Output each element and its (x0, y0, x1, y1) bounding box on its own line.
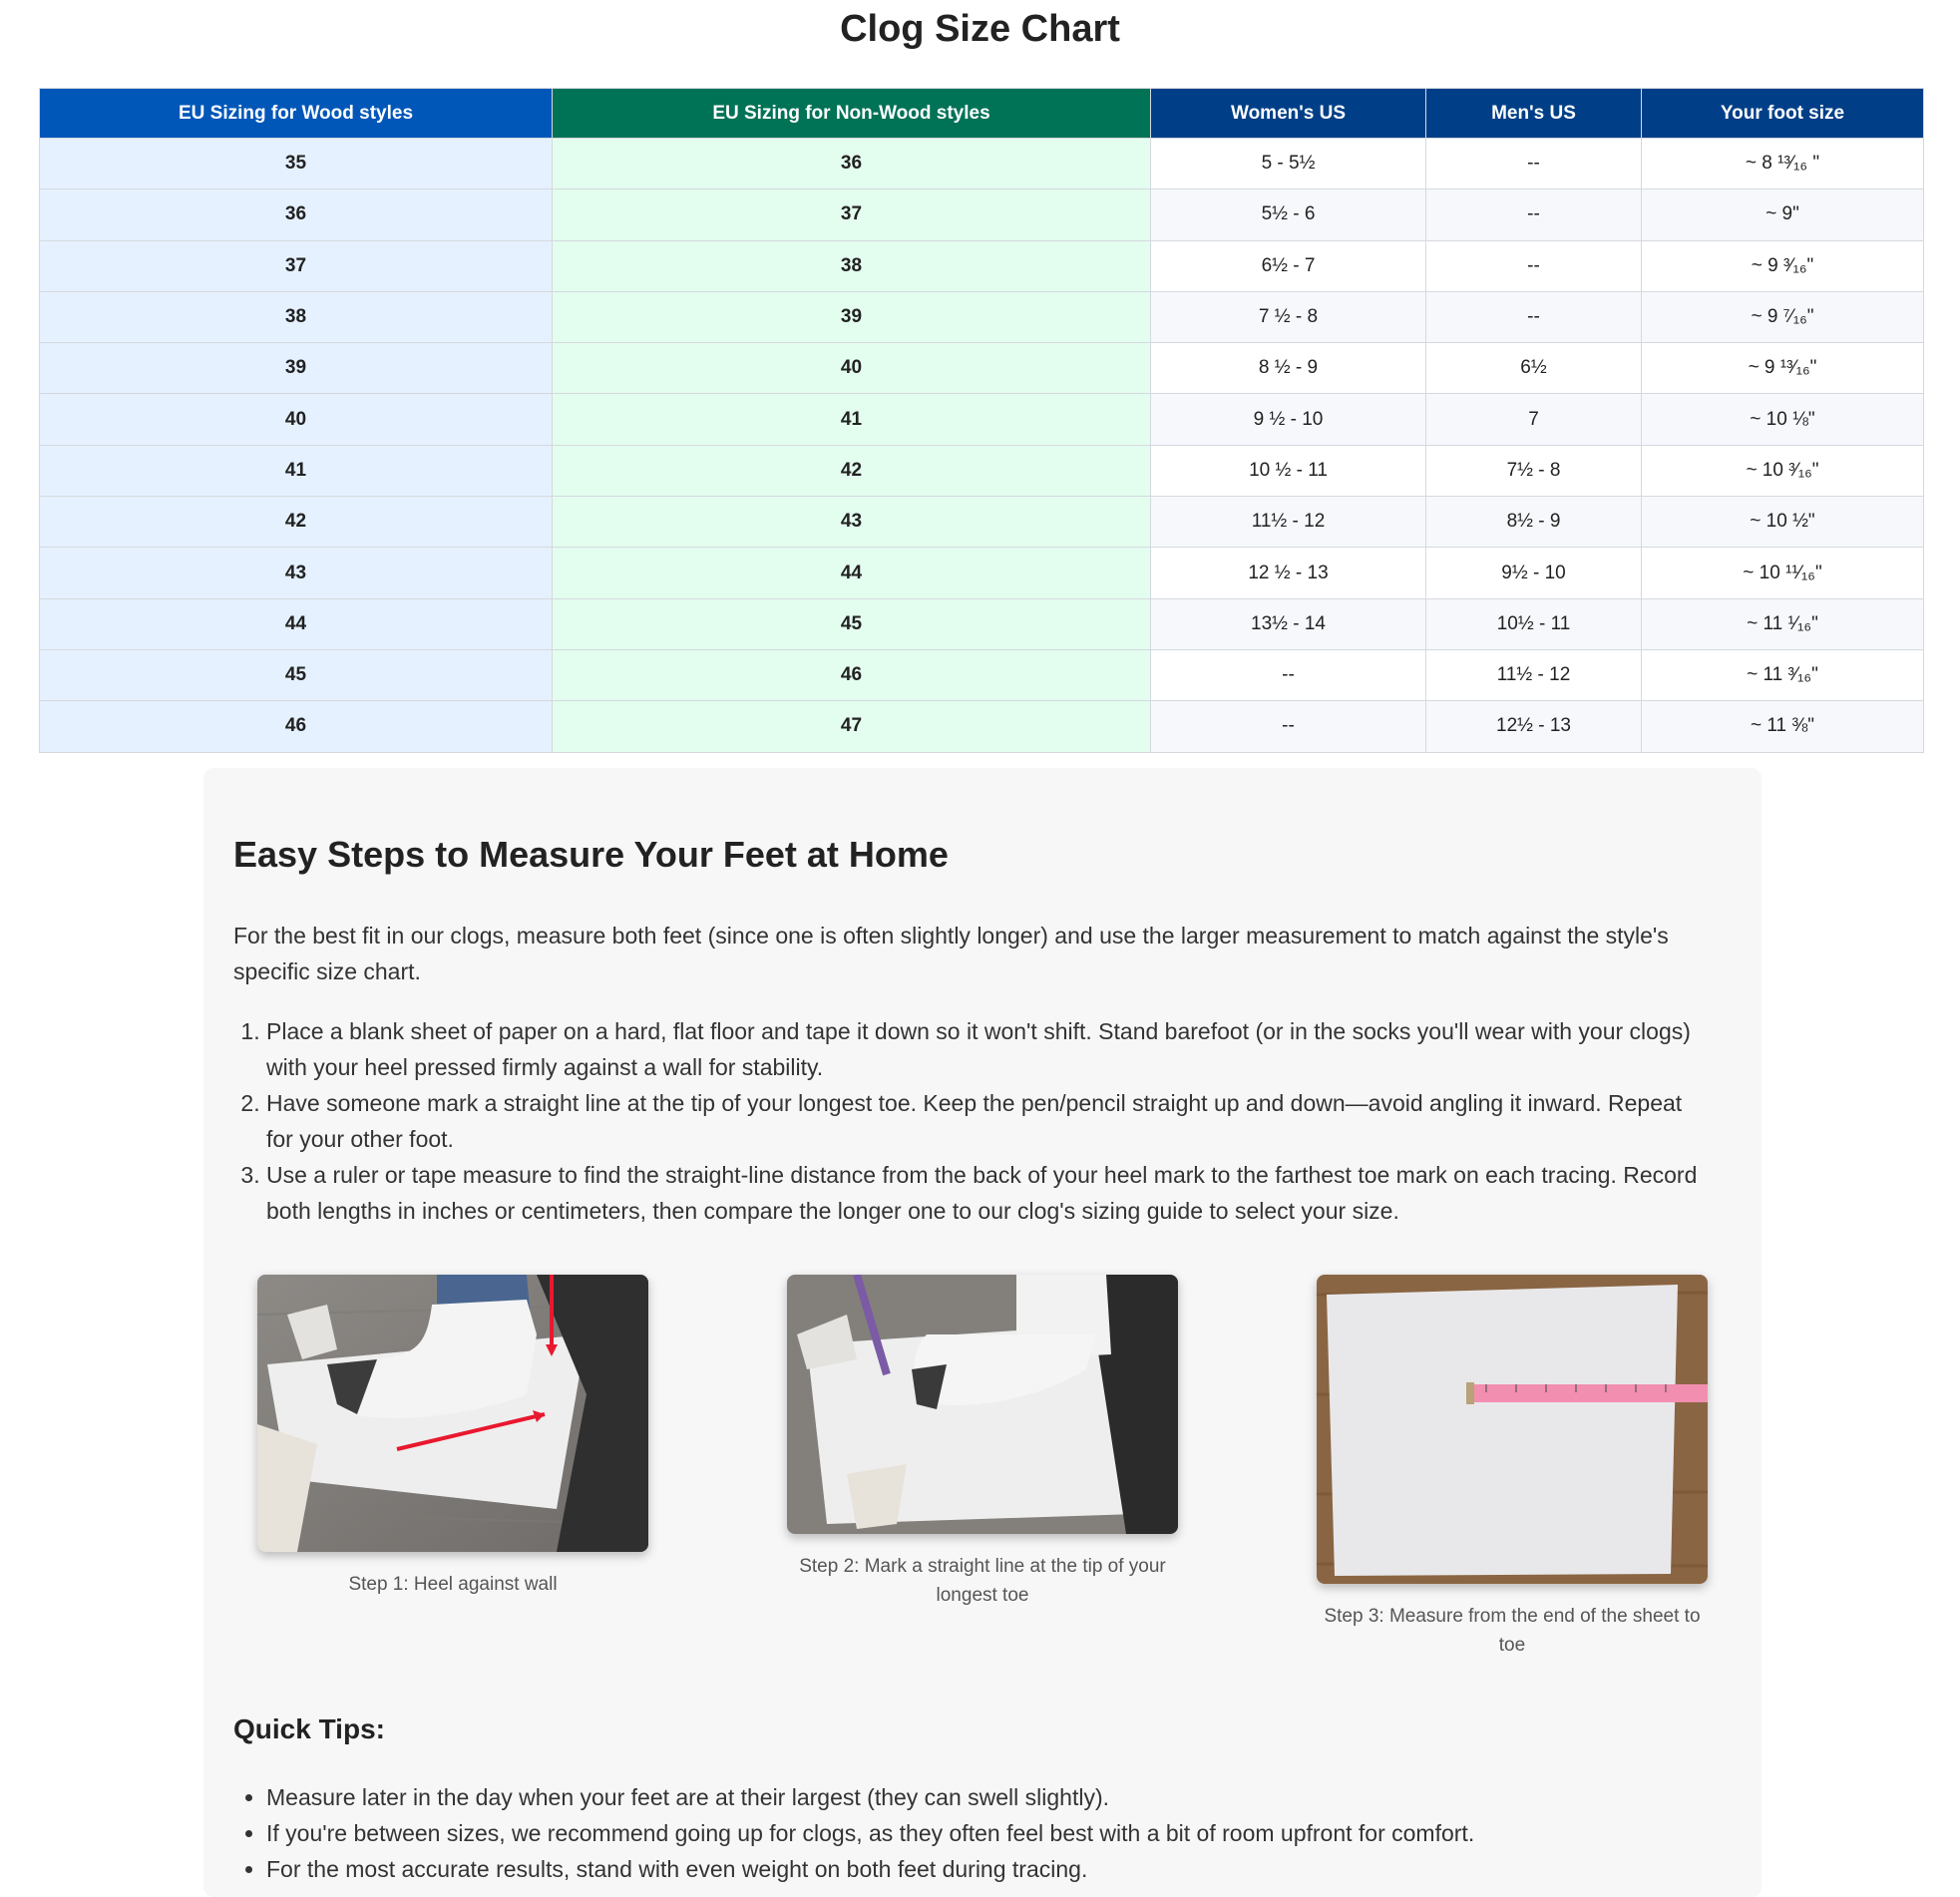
cell-eu-wood: 39 (40, 343, 553, 394)
cell-foot-size: ~ 11 ⅜" (1642, 701, 1924, 752)
table-row (40, 548, 1924, 598)
table-row (40, 598, 1924, 649)
cell-womens-us: 5½ - 6 (1151, 190, 1426, 240)
cell-foot-size: ~ 9 ¹³⁄₁₆" (1642, 343, 1924, 394)
header-foot-size: Your foot size (1642, 89, 1924, 139)
cell-foot-size: ~ 10 ⅛" (1642, 394, 1924, 445)
header-eu-wood: EU Sizing for Wood styles (40, 89, 553, 139)
tips-list (233, 1779, 1710, 1887)
guide-heading: Easy Steps to Measure Your Feet at Home (233, 834, 949, 875)
cell-mens-us: 12½ - 13 (1426, 701, 1642, 752)
table-row (40, 649, 1924, 700)
cell-eu-wood: 45 (40, 649, 553, 700)
step-1-photo (257, 1275, 648, 1552)
table-row (40, 240, 1924, 291)
step-item: 3. Use a ruler or tape measure to find the straight-line distance from the back of your heel mark to the farthest toe mark on each tracing. Record both lengths in inches or centimeters, then compare the longer one to our clog's sizing guide to select your size. (266, 1157, 1710, 1229)
cell-mens-us: 11½ - 12 (1426, 649, 1642, 700)
table-row (40, 139, 1924, 190)
cell-eu-wood: 36 (40, 190, 553, 240)
cell-mens-us: 8½ - 9 (1426, 497, 1642, 548)
cell-eu-nonwood: 42 (553, 445, 1151, 496)
cell-foot-size: ~ 10 ³⁄₁₆" (1642, 445, 1924, 496)
cell-womens-us: -- (1151, 701, 1426, 752)
cell-eu-wood: 35 (40, 139, 553, 190)
cell-eu-nonwood: 40 (553, 343, 1151, 394)
cell-foot-size: ~ 9 ³⁄₁₆" (1642, 240, 1924, 291)
cell-foot-size: ~ 11 ¹⁄₁₆" (1642, 598, 1924, 649)
cell-eu-wood: 38 (40, 291, 553, 342)
measure-tape-image (1317, 1275, 1708, 1584)
mark-toe-line-image (787, 1275, 1178, 1534)
cell-foot-size: ~ 10 ½" (1642, 497, 1924, 548)
step-2-caption: Step 2: Mark a straight line at the tip of your longest toe (799, 1556, 1166, 1606)
cell-eu-wood: 44 (40, 598, 553, 649)
table-header-row (40, 89, 1924, 139)
tip-item: • If you're between sizes, we recommend going up for clogs, as they often feel best with a bit of room upfront for comfort. (266, 1815, 1710, 1851)
cell-eu-nonwood: 47 (553, 701, 1151, 752)
table-row (40, 445, 1924, 496)
cell-womens-us: 8 ½ - 9 (1151, 343, 1426, 394)
cell-womens-us: 11½ - 12 (1151, 497, 1426, 548)
table-row (40, 343, 1924, 394)
cell-womens-us: 5 - 5½ (1151, 139, 1426, 190)
header-mens-us: Men's US (1426, 89, 1642, 139)
tip-item: • For the most accurate results, stand with even weight on both feet during tracing. (266, 1851, 1710, 1887)
step-2-photo (787, 1275, 1178, 1534)
table-row (40, 394, 1924, 445)
steps-list (233, 1013, 1710, 1229)
size-chart-table (39, 88, 1924, 753)
table-row (40, 190, 1924, 240)
tip-item: • Measure later in the day when your feet are at their largest (they can swell slightly). (266, 1779, 1710, 1815)
step-2-figure (787, 1275, 1178, 1610)
step-1-figure (257, 1275, 648, 1599)
heel-against-wall-image (257, 1275, 648, 1552)
cell-foot-size: ~ 11 ³⁄₁₆" (1642, 649, 1924, 700)
cell-eu-wood: 42 (40, 497, 553, 548)
table-row (40, 701, 1924, 752)
cell-womens-us: -- (1151, 649, 1426, 700)
cell-womens-us: 12 ½ - 13 (1151, 548, 1426, 598)
cell-eu-nonwood: 43 (553, 497, 1151, 548)
step-item: 2. Have someone mark a straight line at the tip of your longest toe. Keep the pen/pencil straight up and down—avoid angling it inward. Repeat for your other foot. (266, 1085, 1710, 1157)
cell-womens-us: 9 ½ - 10 (1151, 394, 1426, 445)
cell-mens-us: 6½ (1426, 343, 1642, 394)
tips-heading: Quick Tips: (233, 1713, 385, 1744)
measure-guide-section (203, 768, 1762, 1897)
cell-mens-us: 9½ - 10 (1426, 548, 1642, 598)
page-title: Clog Size Chart (840, 8, 1120, 50)
cell-eu-wood: 41 (40, 445, 553, 496)
step-3-figure (1317, 1275, 1708, 1660)
cell-eu-nonwood: 36 (553, 139, 1151, 190)
cell-foot-size: ~ 9 ⁷⁄₁₆" (1642, 291, 1924, 342)
step-item: 1. Place a blank sheet of paper on a hard, flat floor and tape it down so it won't shift. Stand barefoot (or in the socks you'll wear with your clogs) with your heel pressed firmly against a wall for stability. (266, 1013, 1710, 1085)
cell-eu-wood: 40 (40, 394, 553, 445)
cell-womens-us: 10 ½ - 11 (1151, 445, 1426, 496)
cell-eu-nonwood: 44 (553, 548, 1151, 598)
cell-eu-nonwood: 41 (553, 394, 1151, 445)
cell-mens-us: -- (1426, 139, 1642, 190)
step-3-caption: Step 3: Measure from the end of the sheet to toe (1324, 1606, 1701, 1656)
table-row (40, 291, 1924, 342)
step-3-photo (1317, 1275, 1708, 1584)
cell-mens-us: -- (1426, 190, 1642, 240)
table-row (40, 497, 1924, 548)
cell-foot-size: ~ 10 ¹¹⁄₁₆" (1642, 548, 1924, 598)
cell-eu-nonwood: 37 (553, 190, 1151, 240)
cell-mens-us: -- (1426, 240, 1642, 291)
cell-womens-us: 7 ½ - 8 (1151, 291, 1426, 342)
cell-mens-us: 7 (1426, 394, 1642, 445)
cell-eu-nonwood: 46 (553, 649, 1151, 700)
header-womens-us: Women's US (1151, 89, 1426, 139)
cell-womens-us: 13½ - 14 (1151, 598, 1426, 649)
cell-mens-us: 7½ - 8 (1426, 445, 1642, 496)
cell-eu-nonwood: 38 (553, 240, 1151, 291)
cell-foot-size: ~ 9" (1642, 190, 1924, 240)
cell-mens-us: -- (1426, 291, 1642, 342)
cell-eu-wood: 46 (40, 701, 553, 752)
cell-eu-nonwood: 45 (553, 598, 1151, 649)
cell-foot-size: ~ 8 ¹³⁄₁₆ " (1642, 139, 1924, 190)
step-1-caption: Step 1: Heel against wall (348, 1574, 558, 1595)
header-eu-nonwood: EU Sizing for Non-Wood styles (553, 89, 1151, 139)
cell-eu-wood: 37 (40, 240, 553, 291)
cell-womens-us: 6½ - 7 (1151, 240, 1426, 291)
cell-eu-wood: 43 (40, 548, 553, 598)
cell-mens-us: 10½ - 11 (1426, 598, 1642, 649)
cell-eu-nonwood: 39 (553, 291, 1151, 342)
guide-intro: For the best fit in our clogs, measure both feet (since one is often slightly longer) and use the larger measurement to match against the style's specific size chart. (233, 923, 1669, 984)
